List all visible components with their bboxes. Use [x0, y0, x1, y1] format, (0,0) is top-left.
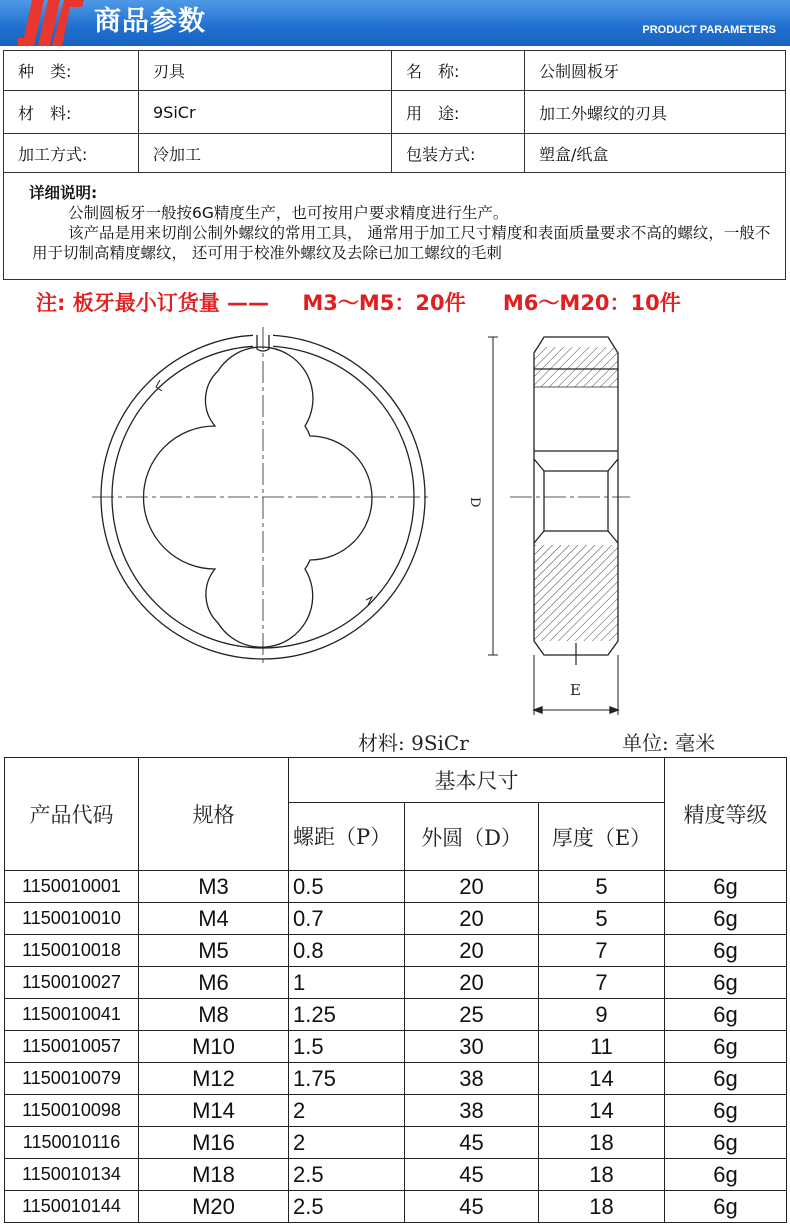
minimum-order-note [36, 287, 681, 317]
param-label: 用 途: [392, 91, 525, 134]
param-value: 刃具 [139, 51, 392, 91]
brand-logo [18, 0, 88, 46]
cell-outer: 20 [405, 935, 539, 967]
cell-pitch: 2.5 [289, 1159, 405, 1191]
param-value: 公制圆板牙 [525, 51, 786, 91]
table-row [5, 967, 787, 999]
detail-description [4, 173, 786, 280]
note-small-sizes: M3～M5：20件 [302, 291, 466, 315]
cell-size: M20 [139, 1191, 289, 1223]
cell-code: 1150010041 [5, 999, 139, 1031]
cell-thickness: 5 [539, 871, 665, 903]
cell-thickness: 7 [539, 935, 665, 967]
note-large-sizes: M6～M20：10件 [502, 291, 681, 315]
cell-grade: 6g [665, 871, 787, 903]
cell-code: 1150010001 [5, 871, 139, 903]
cell-size: M14 [139, 1095, 289, 1127]
cell-thickness: 18 [539, 1191, 665, 1223]
col-header-outer-diameter: 外圆（D） [405, 803, 539, 871]
param-row [4, 91, 786, 134]
cell-size: M12 [139, 1063, 289, 1095]
cell-grade: 6g [665, 1095, 787, 1127]
col-header-grade: 精度等级 [665, 758, 787, 871]
detail-row [4, 173, 786, 280]
param-row [4, 51, 786, 91]
cell-pitch: 0.7 [289, 903, 405, 935]
cell-outer: 20 [405, 903, 539, 935]
param-row [4, 134, 786, 173]
detail-title: 详细说明: [29, 184, 98, 202]
cell-code: 1150010027 [5, 967, 139, 999]
cell-outer: 25 [405, 999, 539, 1031]
cell-thickness: 18 [539, 1159, 665, 1191]
cell-outer: 20 [405, 871, 539, 903]
cell-pitch: 1.75 [289, 1063, 405, 1095]
cell-size: M4 [139, 903, 289, 935]
cell-pitch: 0.8 [289, 935, 405, 967]
section-subtitle: PRODUCT PARAMETERS [642, 24, 776, 36]
cell-thickness: 18 [539, 1127, 665, 1159]
die-technical-drawing [0, 325, 790, 720]
cell-thickness: 7 [539, 967, 665, 999]
cell-size: M10 [139, 1031, 289, 1063]
param-value: 冷加工 [139, 134, 392, 173]
param-value: 9SiCr [139, 91, 392, 134]
section-title: 商品参数 [94, 6, 206, 37]
cell-code: 1150010079 [5, 1063, 139, 1095]
col-header-basic-size: 基本尺寸 [289, 758, 665, 803]
detail-paragraph: 公制圆板牙一般按6G精度生产，也可按用户要求精度进行生产。 [68, 204, 509, 222]
cell-outer: 30 [405, 1031, 539, 1063]
param-label: 加工方式: [4, 134, 139, 173]
cell-pitch: 1.25 [289, 999, 405, 1031]
col-header-size: 规格 [139, 758, 289, 871]
cell-grade: 6g [665, 1191, 787, 1223]
header-banner [0, 0, 790, 46]
cell-code: 1150010057 [5, 1031, 139, 1063]
cell-code: 1150010010 [5, 903, 139, 935]
cell-size: M16 [139, 1127, 289, 1159]
cell-outer: 45 [405, 1159, 539, 1191]
material-caption: 材料: 9SiCr [358, 731, 469, 755]
cell-grade: 6g [665, 903, 787, 935]
param-value: 加工外螺纹的刃具 [525, 91, 786, 134]
table-row [5, 1031, 787, 1063]
cell-thickness: 9 [539, 999, 665, 1031]
note-lead: 注: 板牙最小订货量 —— [36, 291, 270, 315]
table-row [5, 903, 787, 935]
table-row [5, 871, 787, 903]
param-value: 塑盒/纸盒 [525, 134, 786, 173]
param-label: 材 料: [4, 91, 139, 134]
cell-pitch: 2 [289, 1095, 405, 1127]
cell-outer: 20 [405, 967, 539, 999]
table-row [5, 1127, 787, 1159]
table-row [5, 1063, 787, 1095]
spec-header-row [5, 758, 787, 803]
cell-code: 1150010134 [5, 1159, 139, 1191]
cell-size: M8 [139, 999, 289, 1031]
col-header-pitch: 螺距（P） [289, 803, 405, 871]
cell-grade: 6g [665, 1031, 787, 1063]
cell-pitch: 1.5 [289, 1031, 405, 1063]
dimension-e-label: E [570, 681, 581, 699]
cell-grade: 6g [665, 1159, 787, 1191]
table-row [5, 1159, 787, 1191]
cell-thickness: 14 [539, 1063, 665, 1095]
cell-grade: 6g [665, 999, 787, 1031]
cell-size: M18 [139, 1159, 289, 1191]
cell-thickness: 14 [539, 1095, 665, 1127]
cell-grade: 6g [665, 967, 787, 999]
cell-outer: 38 [405, 1095, 539, 1127]
col-header-code: 产品代码 [5, 758, 139, 871]
cell-size: M6 [139, 967, 289, 999]
cell-code: 1150010144 [5, 1191, 139, 1223]
cell-code: 1150010098 [5, 1095, 139, 1127]
cell-size: M5 [139, 935, 289, 967]
param-label: 种 类: [4, 51, 139, 91]
table-row [5, 935, 787, 967]
cell-pitch: 2 [289, 1127, 405, 1159]
param-label: 名 称: [392, 51, 525, 91]
cell-thickness: 11 [539, 1031, 665, 1063]
col-header-thickness: 厚度（E） [539, 803, 665, 871]
front-view [92, 327, 428, 665]
cell-code: 1150010116 [5, 1127, 139, 1159]
cell-grade: 6g [665, 1127, 787, 1159]
cell-pitch: 0.5 [289, 871, 405, 903]
parameters-table [3, 50, 786, 280]
cell-outer: 45 [405, 1191, 539, 1223]
cell-pitch: 2.5 [289, 1191, 405, 1223]
side-view [488, 337, 630, 715]
cell-outer: 38 [405, 1063, 539, 1095]
cell-pitch: 1 [289, 967, 405, 999]
specification-table [4, 757, 787, 1223]
param-label: 包装方式: [392, 134, 525, 173]
cell-code: 1150010018 [5, 935, 139, 967]
table-row [5, 1191, 787, 1223]
cell-size: M3 [139, 871, 289, 903]
cell-thickness: 5 [539, 903, 665, 935]
unit-caption: 单位: 毫米 [622, 731, 716, 755]
dimension-d-label: D [467, 497, 482, 508]
cell-grade: 6g [665, 1063, 787, 1095]
cell-grade: 6g [665, 935, 787, 967]
table-row [5, 1095, 787, 1127]
cell-outer: 45 [405, 1127, 539, 1159]
table-row [5, 999, 787, 1031]
detail-paragraph: 该产品是用来切削公制外螺纹的常用工具， 通常用于加工尺寸精度和表面质量要求不高的螺纹，一般不用于切制高精度螺纹， 还可用于校准外螺纹及去除已加工螺纹的毛刺 [32, 224, 771, 262]
